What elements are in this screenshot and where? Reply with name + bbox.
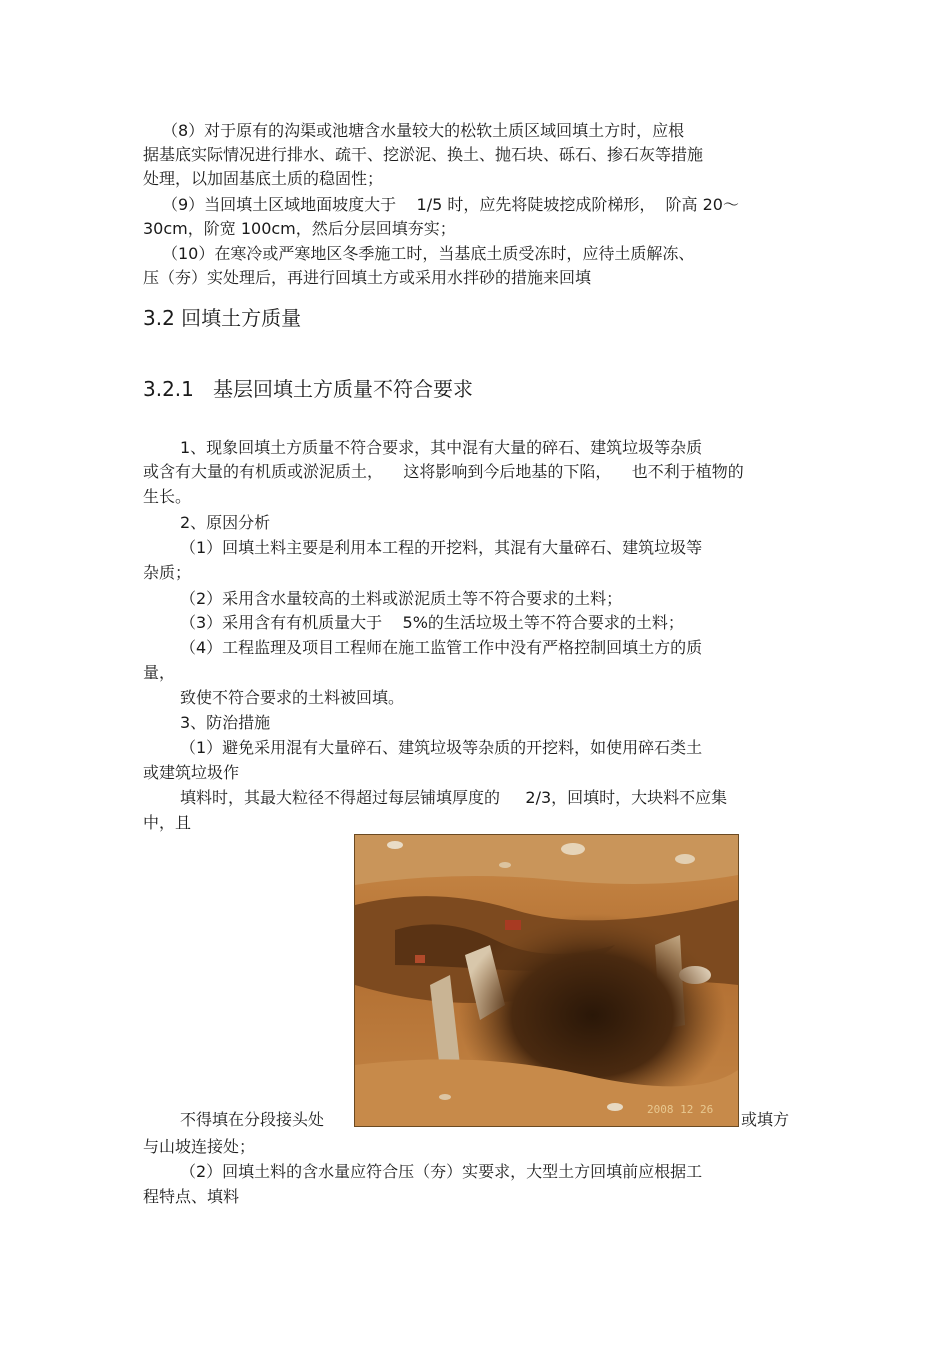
section-heading-3-2: 3.2 回填土方质量 <box>143 306 302 330</box>
cause-4-line-2: 量， <box>143 663 176 682</box>
measure-1-line-3: 填料时，其最大粒径不得超过每层铺填厚度的 2/3，回填时，大块料不应集 <box>180 788 728 807</box>
cause-2: （2）采用含水量较高的土料或淤泥质土等不符合要求的土料； <box>180 589 623 608</box>
measure-1-line-1: （1）避免采用混有大量碎石、建筑垃圾等杂质的开挖料，如使用碎石类土 <box>180 738 703 757</box>
photo-date-stamp: 2008 12 26 <box>647 1103 714 1116</box>
phenomenon-line-2: 或含有大量的有机质或淤泥质土， 这将影响到今后地基的下陷， 也不利于植物的 <box>143 462 744 481</box>
cause-1-line-2: 杂质； <box>143 563 192 582</box>
cause-4-line-1: （4）工程监理及项目工程师在施工监管工作中没有严格控制回填土方的质 <box>180 638 703 657</box>
cause-4-line-3: 致使不符合要求的土料被回填。 <box>180 688 405 707</box>
measure-2-line-2: 程特点、填料 <box>143 1187 240 1206</box>
cause-heading: 2、原因分析 <box>180 513 271 532</box>
para-9-line-2: 30cm，阶宽 100cm，然后分层回填夯实； <box>143 219 456 238</box>
para-8-line-2: 据基底实际情况进行排水、疏干、挖淤泥、换土、抛石块、砾石、掺石灰等措施 <box>143 145 704 164</box>
fill-soil-photo <box>354 834 739 1127</box>
phenomenon-line-1: 1、现象回填土方质量不符合要求，其中混有大量的碎石、建筑垃圾等杂质 <box>180 438 703 457</box>
measure-2-line-1: （2）回填土料的含水量应符合压（夯）实要求，大型土方回填前应根据工 <box>180 1162 703 1181</box>
para-10-line-1: （10）在寒冷或严寒地区冬季施工时，当基底土质受冻时，应待土质解冻、 <box>162 244 695 263</box>
para-10-line-2: 压（夯）实处理后，再进行回填土方或采用水拌砂的措施来回填 <box>143 268 592 287</box>
measure-heading: 3、防治措施 <box>180 713 271 732</box>
para-8-line-1: （8）对于原有的沟渠或池塘含水量较大的松软土质区域回填土方时，应根 <box>162 121 685 140</box>
cause-1-line-1: （1）回填土料主要是利用本工程的开挖料，其混有大量碎石、建筑垃圾等 <box>180 538 703 557</box>
measure-1-line-2: 或建筑垃圾作 <box>143 763 240 782</box>
measure-1-line-4: 中，且 <box>143 813 192 832</box>
measure-1-line-5-right: 或填方 <box>741 1110 790 1129</box>
measure-1-line-5-left: 不得填在分段接头处 <box>180 1110 325 1129</box>
measure-1-line-6: 与山坡连接处； <box>143 1137 256 1156</box>
para-9-line-1: （9）当回填土区域地面坡度大于 1/5 时，应先将陡坡挖成阶梯形， 阶高 20～ <box>162 195 739 214</box>
section-heading-3-2-1: 3.2.1 基层回填土方质量不符合要求 <box>143 377 473 401</box>
phenomenon-line-3: 生长。 <box>143 487 192 506</box>
para-8-line-3: 处理，以加固基底土质的稳固性； <box>143 169 384 188</box>
cause-3: （3）采用含有有机质量大于 5%的生活垃圾土等不符合要求的土料； <box>180 613 684 632</box>
